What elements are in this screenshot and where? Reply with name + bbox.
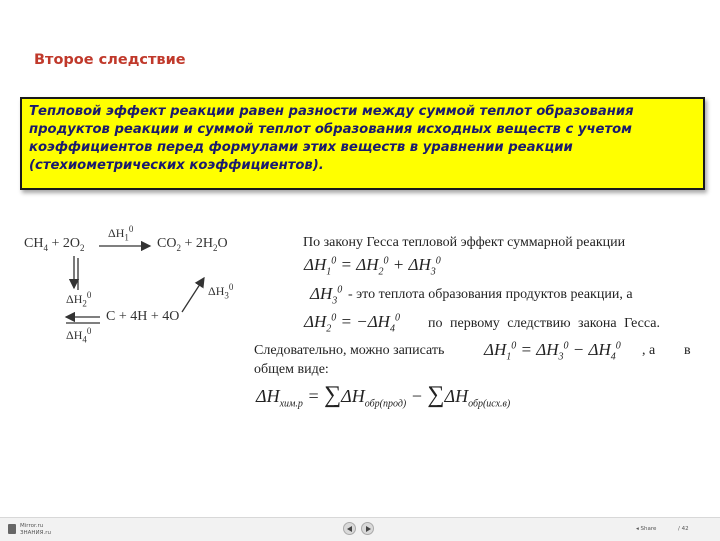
hess-text-line-3: по первому следствию закона Гесса. <box>428 316 660 331</box>
brand-line-1: Mirror.ru <box>20 523 44 529</box>
sub-prod: обр(прод) <box>364 398 407 410</box>
brand <box>20 523 51 536</box>
share-button[interactable] <box>636 526 656 532</box>
dh3-label: $\Delta H_3^0$ <box>208 282 234 301</box>
reactants-label: $CH_4 + 2O_2$ <box>24 236 85 253</box>
products-label: $CO_2 + 2H_2O$ <box>157 236 228 253</box>
definition-line-2: продуктов реакции и суммой теплот образования исходных веществ с учетом <box>29 122 632 137</box>
share-label: Share <box>640 526 657 532</box>
equation-general: $\Delta H_{хим.р} = \sum\Delta H_{обр(прод)} - \sum\Delta H_{обр(исх.в)}$ <box>256 382 511 410</box>
hess-text-v: в <box>684 343 691 358</box>
site-logo-icon <box>8 524 16 534</box>
share-icon: ◂ <box>636 526 641 532</box>
next-slide-button[interactable] <box>361 522 374 535</box>
definition-line-3: коэффициентов перед формулами этих веществ в уравнении реакции <box>29 140 573 155</box>
hess-text-line-2: - это теплота образования продуктов реакции, а <box>348 287 633 302</box>
equation-dh3: $\Delta H_3^0$ <box>310 284 343 307</box>
dh4-label: $\Delta H_4^0$ <box>66 326 92 345</box>
brand-line-2: ЗНАНИЯ.ru <box>20 529 51 536</box>
dh2-label: $\Delta H_2^0$ <box>66 290 92 309</box>
equation-dh2: $\Delta H_2^0 = -\Delta H_4^0$ <box>304 312 400 335</box>
prev-slide-button[interactable] <box>343 522 356 535</box>
reaction-scheme <box>22 220 262 350</box>
sub-chim: хим.р <box>279 398 303 410</box>
dh1-label: $\Delta H_1^0$ <box>108 224 134 243</box>
equation-hess: $\Delta H_1^0 = \Delta H_2^0 + \Delta H_3^0$ <box>304 255 441 278</box>
definition-line-4: (стехиометрических коэффициентов). <box>29 158 324 173</box>
page-indicator: / 42 <box>678 526 689 532</box>
definition-line-1: Тепловой эффект реакции равен разности между суммой теплот образования <box>29 104 634 119</box>
viewer-toolbar <box>0 517 720 541</box>
definition-box <box>20 97 705 190</box>
hess-text-line-4: Следовательно, можно записать <box>254 343 445 358</box>
sub-isx: обр(исх.в) <box>468 398 511 410</box>
hess-text-a: , а <box>642 343 656 358</box>
equation-result: $\Delta H_1^0 = \Delta H_3^0 - \Delta H_4^0$ <box>484 340 621 363</box>
arrow-dh3 <box>182 278 204 312</box>
hess-text-line-5: общем виде: <box>254 362 329 377</box>
slide-title: Второе следствие <box>34 52 186 68</box>
intermediate-label: C + 4H + 4O <box>106 309 180 324</box>
hess-text-line-1: По закону Гесса тепловой эффект суммарной реакции <box>303 235 626 250</box>
